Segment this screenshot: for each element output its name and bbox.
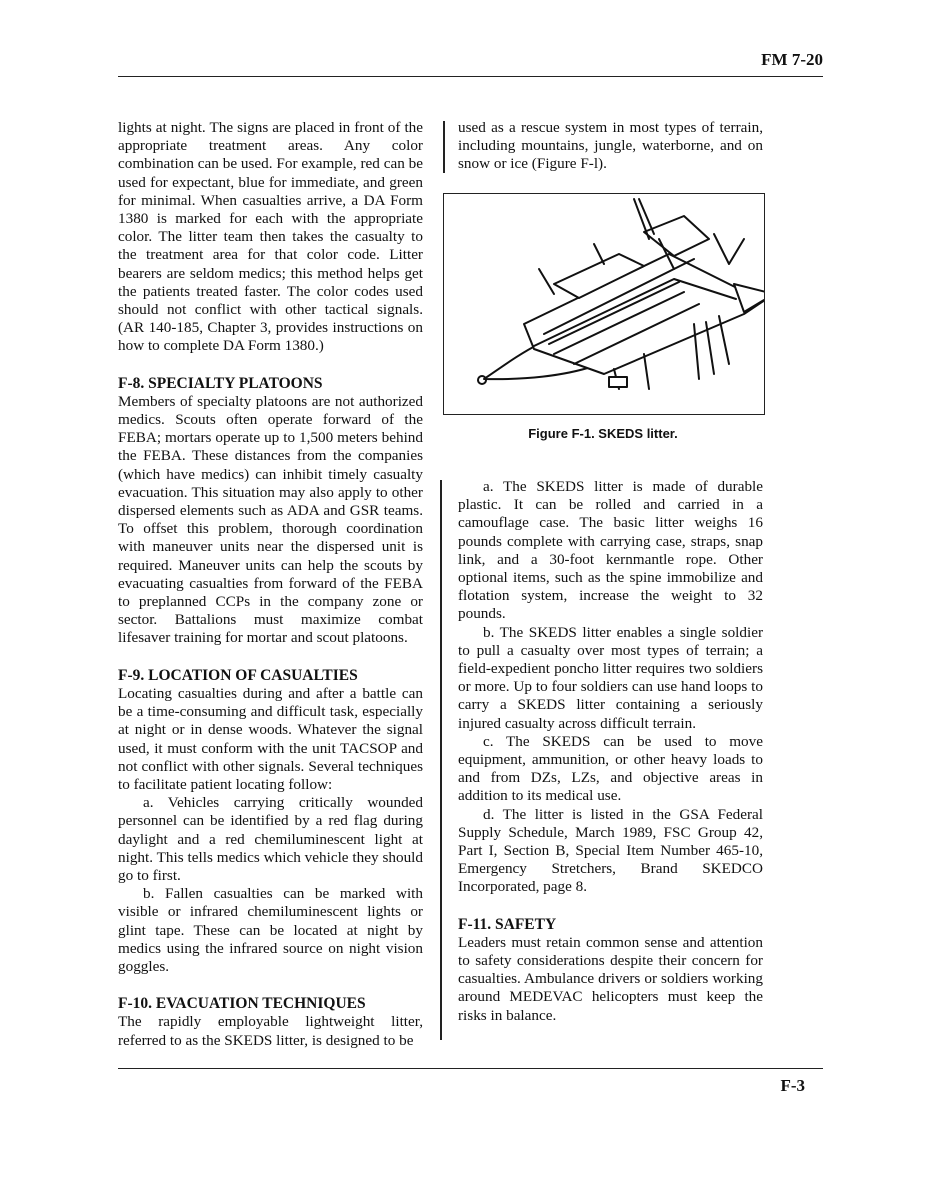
right-column-bottom <box>458 478 763 1025</box>
section-heading: F-8. SPECIALTY PLATOONS <box>118 374 323 392</box>
manual-title: FM 7-20 <box>761 50 823 69</box>
paragraph: c. The SKEDS can be used to move equipment, ammunition, or other heavy loads to and from DZs, LZs, and objective areas in addition to its medical use. <box>458 732 763 805</box>
page-number: F-3 <box>780 1076 805 1095</box>
paragraph: Locating casualties during and after a battle can be a time-consuming and difficult task, especially at night or in dense woods. Whatever the signal used, it must conform with the unit TACSOP and not conflict with other signals. Several techniques to facilitate patient locating follow: <box>118 684 423 793</box>
paragraph: Leaders must retain common sense and attention to safety considerations despite their concern for casualties. Ambulance drivers or soldiers working around MEDEVAC helicopters must keep the risks in balance. <box>458 933 763 1024</box>
right-column-top <box>458 119 763 174</box>
figure-caption: Figure F-1. SKEDS litter. <box>528 426 678 441</box>
paragraph: The rapidly employable lightweight litter, referred to as the SKEDS litter, is designed to be <box>118 1013 423 1049</box>
paragraph: lights at night. The signs are placed in front of the appropriate treatment areas. Any color combination can be used. For example, red can be used for expectant, blue for immediate, and green for minimal. When casualties arrive, a DA Form 1380 is marked for each with the appropriate color. The litter team then takes the casualty to the treatment area for that color code. Litter bearers are seldom medics; this method helps get the patients treated faster. The color codes used should not conflict with other tactical signals. (AR 140-185, Chapter 3, provides instructions on how to complete DA Form 1380.) <box>118 119 423 355</box>
paragraph: a. Vehicles carrying critically wounded personnel can be identified by a red flag during daylight and a red chemiluminescent light at night. This tells medics which vehicle they should go to first. <box>118 794 423 884</box>
change-bar <box>443 121 445 173</box>
skeds-litter-illustration <box>444 194 764 414</box>
paragraph: b. The SKEDS litter enables a single soldier to pull a casualty over most types of terrain; a field-expedient poncho litter requires two soldiers or more. Up to four soldiers can use hand loops to carry a SKEDS litter containing a seriously injured casualty across difficult terrain. <box>458 623 763 732</box>
skeds-litter-figure <box>443 193 765 415</box>
header-rule <box>118 76 823 77</box>
left-column <box>118 119 423 1050</box>
paragraph: b. Fallen casualties can be marked with visible or infrared chemiluminescent lights or glint tape. These can be located at night by medics using the infrared source on night vision goggles. <box>118 885 423 975</box>
section-heading: F-11. SAFETY <box>458 915 557 933</box>
paragraph: d. The litter is listed in the GSA Federal Supply Schedule, March 1989, FSC Group 42, Part I, Section B, Special Item Number 465-10, Emergency Stretchers, Brand SKEDCO Incorporated, page 8. <box>458 805 763 896</box>
footer-rule <box>118 1068 823 1069</box>
paragraph: a. The SKEDS litter is made of durable plastic. It can be rolled and carried in a camouflage case. The basic litter weighs 16 pounds complete with carrying case, straps, snap link, and a 30-foot kernmantle rope. Other optional items, such as the spine immobilize and flotation system, increase the weight to 32 pounds. <box>458 478 763 623</box>
paragraph: used as a rescue system in most types of terrain, including mountains, jungle, waterborne, and on snow or ice (Figure F-l). <box>458 119 763 173</box>
change-bar <box>440 480 442 1040</box>
section-heading: F-10. EVACUATION TECHNIQUES <box>118 995 366 1013</box>
paragraph: Members of specialty platoons are not authorized medics. Scouts often operate forward of the FEBA; mortars operate up to 1,500 meters behind the FEBA. These distances from the companies (which have medics) can inhibit timely casualty evacuation. This situation may also apply to other dispersed elements such as ADA and GSR teams. To offset this problem, thorough coordination with maneuver units near the dispersed unit is required. Maneuver units can help the scouts by evacuating casualties from forward of the FEBA to preplanned CCPs in the company zone or sector. Battalions must maximize combat lifesaver training for mortar and scout platoons. <box>118 392 423 647</box>
section-heading: F-9. LOCATION OF CASUALTIES <box>118 666 358 684</box>
